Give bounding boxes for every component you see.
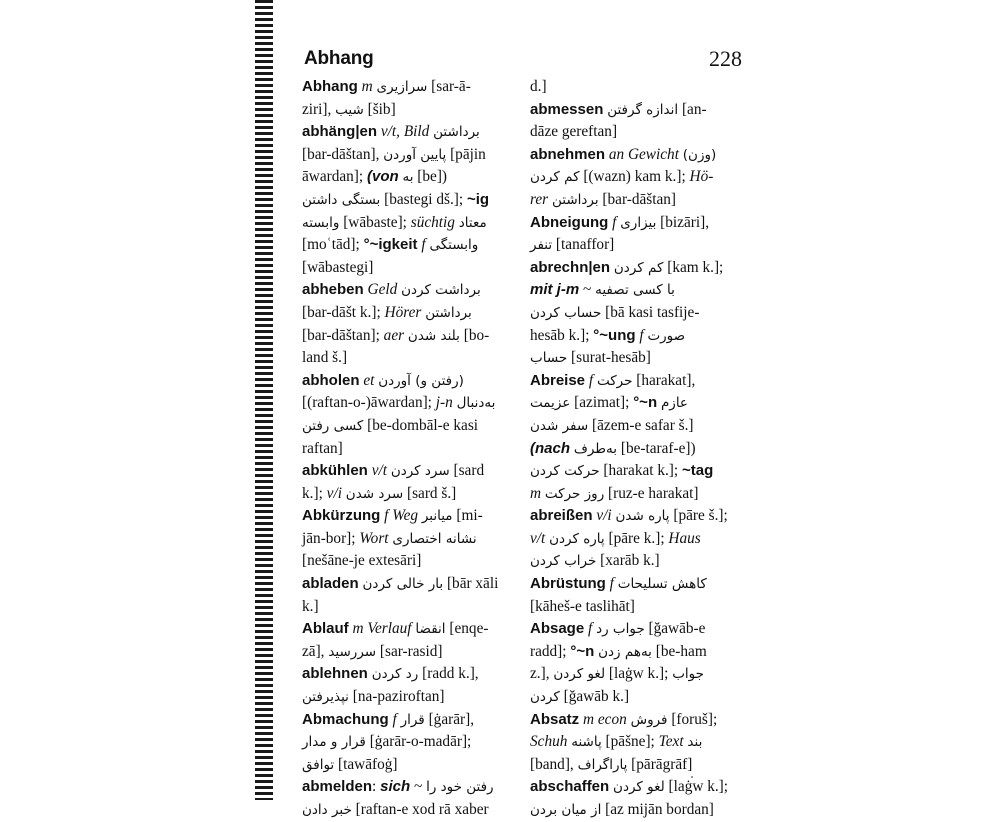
entry-text: v/i: [326, 484, 342, 502]
entry-text: (nach: [530, 439, 571, 457]
persian-text: وابسته: [302, 214, 340, 231]
entry-line: [530, 370, 746, 393]
entry-text: [surat-hesāb]: [567, 349, 651, 367]
entry-line: [530, 731, 746, 754]
headword: Absatz: [530, 710, 580, 728]
entry-text: Hö-: [689, 168, 714, 186]
entry-text: m econ: [583, 710, 627, 728]
headword: abholen: [302, 371, 360, 389]
persian-text: شیب: [335, 101, 364, 118]
persian-text: عزیمت: [530, 395, 571, 412]
persian-text: به‌هم زدن: [598, 643, 652, 660]
persian-text: بند: [687, 734, 703, 751]
entry-line: [302, 279, 518, 302]
entry-text: [(raftan-o-)āwardan];: [302, 394, 436, 412]
persian-text: از میان بردن: [530, 802, 602, 818]
persian-text: بار خالی کردن: [362, 576, 444, 593]
entry-text: [enqe-: [445, 620, 489, 638]
headword: Absage: [530, 620, 585, 638]
entry-text: f: [392, 710, 397, 728]
entry-text: [tanaffor]: [552, 236, 615, 254]
entry-text: Text: [658, 733, 684, 751]
entry-line: [530, 709, 746, 732]
entry-text: [pāšne];: [601, 733, 659, 751]
entry-text: m: [530, 484, 542, 502]
entry-line: [302, 415, 518, 438]
entry-text: aer: [383, 326, 405, 344]
entry-line: [302, 618, 518, 641]
persian-text: سرد کردن: [390, 463, 450, 480]
persian-text: خبر دادن: [302, 802, 352, 818]
entry-line: [530, 528, 746, 551]
persian-text: پاره شدن: [615, 508, 670, 525]
entry-text: Hörer: [384, 303, 422, 321]
entry-text: radd];: [530, 642, 571, 660]
entry-text: Haus: [668, 529, 701, 547]
persian-text: روز حرکت: [544, 485, 605, 502]
entry-line: [530, 302, 746, 325]
entry-text: f: [588, 620, 593, 638]
entry-text: rer: [530, 190, 549, 208]
entry-text: °~ung: [593, 326, 636, 344]
entry-text: [(wazn) kam k.];: [579, 168, 690, 186]
persian-text: بیزاری: [620, 214, 657, 231]
entry-text: ~tag: [681, 462, 714, 480]
entry-text: et: [363, 371, 375, 389]
persian-text: رفتن خود را: [426, 779, 494, 796]
entry-line: [530, 99, 746, 122]
headword: abreißen: [530, 507, 593, 525]
entry-text: z.],: [530, 665, 554, 683]
entry-text: land š.]: [302, 349, 348, 367]
entry-line: [302, 709, 518, 732]
entry-line: [302, 392, 518, 415]
entry-line: [302, 189, 518, 212]
entry-line: [302, 76, 518, 99]
persian-text: سفر شدن: [530, 417, 589, 434]
headword: abkühlen: [302, 462, 368, 480]
entry-text: [kam k.];: [663, 258, 724, 276]
persian-text: صورت: [647, 327, 686, 344]
entry-text: [ruz-e harakat]: [604, 484, 699, 502]
entry-line: [530, 686, 746, 709]
entry-line: [302, 121, 518, 144]
entry-text: [ġarār-o-madār];: [365, 733, 472, 751]
entry-line: [530, 166, 746, 189]
entry-text: f: [609, 575, 614, 593]
persian-text: انقضا: [415, 621, 446, 638]
persian-text: حساب: [530, 350, 568, 367]
entry-text: [pārāgrāf]: [627, 755, 693, 773]
entry-text: [wābaste];: [339, 213, 411, 231]
headword: abschaffen: [530, 778, 610, 796]
headword: Abrüstung: [530, 575, 606, 593]
entry-text: [ğawāb k.]: [559, 688, 630, 706]
entry-line: [302, 573, 518, 596]
running-head: Abhang: [304, 48, 374, 69]
persian-text: سرد شدن: [345, 485, 404, 502]
persian-text: برداشتن: [433, 124, 480, 141]
entry-text: f Weg: [384, 507, 419, 525]
entry-line: [302, 550, 518, 573]
persian-text: وابستگی: [429, 237, 479, 254]
entry-line: [530, 550, 746, 573]
entry-line: [302, 370, 518, 393]
headword: Abhang: [302, 78, 358, 95]
persian-text: پاشنه: [571, 734, 602, 751]
headword: ablehnen: [302, 665, 368, 683]
entry-text: mit j-m: [530, 281, 580, 299]
persian-text: بستگی داشتن: [302, 191, 381, 208]
entry-text: [sar-rasid]: [376, 642, 443, 660]
persian-text: بلند شدن: [407, 327, 460, 344]
headword: abheben: [302, 281, 364, 299]
entry-text: [sar-ā-: [427, 78, 471, 95]
right-column: [530, 76, 746, 822]
entry-text: [harakat],: [632, 371, 696, 389]
entry-text: [bastegi dš.];: [380, 190, 467, 208]
headword: abmessen: [530, 100, 604, 118]
headword: Abkürzung: [302, 507, 381, 525]
entry-line: [530, 392, 746, 415]
entry-line: [530, 325, 746, 348]
headword: abladen: [302, 575, 359, 593]
persian-text: حرکت: [596, 372, 633, 389]
entry-text: [xarāb k.]: [596, 552, 660, 570]
entry-line: [302, 528, 518, 551]
persian-text: برداشت کردن: [401, 282, 481, 299]
entry-text: an Gewicht: [608, 145, 679, 163]
entry-text: [be]): [413, 168, 448, 186]
entry-text: dāze gereftan]: [530, 123, 618, 141]
entry-line: [302, 257, 518, 280]
persian-text: کاهش تسلیحات: [617, 576, 707, 593]
persian-text: جواب: [672, 666, 704, 683]
persian-text: کم کردن: [530, 169, 580, 186]
headword: abnehmen: [530, 145, 606, 163]
entry-text: [bar-dāštan],: [302, 145, 384, 163]
entry-line: [302, 505, 518, 528]
headword: Abmachung: [302, 710, 389, 728]
persian-text: رد کردن: [371, 666, 419, 683]
entry-text: ~: [579, 281, 596, 299]
entry-line: [530, 189, 746, 212]
entry-line: [530, 573, 746, 596]
persian-text: معتاد: [458, 214, 487, 231]
entry-text: :: [372, 778, 381, 796]
persian-text: پاراگراف: [577, 756, 628, 773]
persian-text: نشانه اختصاری: [392, 530, 477, 547]
entry-line: [530, 76, 746, 99]
entry-line: [302, 641, 518, 664]
entry-line: [302, 460, 518, 483]
entry-text: [ğawāb-e: [644, 620, 706, 638]
entry-text: Wort: [359, 529, 389, 547]
entry-text: [az mijān bordan]: [601, 801, 714, 818]
entry-text: [harakat k.];: [599, 462, 682, 480]
entry-text: (von: [366, 168, 399, 186]
entry-line: [302, 438, 518, 461]
persian-text: پایین آوردن: [383, 146, 447, 163]
persian-text: به: [402, 169, 414, 186]
entry-text: [be-ham: [651, 642, 707, 660]
headword: Ablauf: [302, 620, 349, 638]
entry-text: v/t,: [380, 123, 400, 141]
entry-text: jān-bor];: [302, 529, 360, 547]
entry-line: [530, 596, 746, 619]
persian-text: قرار: [400, 711, 425, 728]
entry-text: d.]: [530, 78, 547, 95]
headword: abhäng|en: [302, 123, 378, 141]
persian-text: عازم: [660, 395, 688, 412]
entry-line: [302, 166, 518, 189]
entry-text: [šib]: [363, 100, 396, 118]
persian-text: حرکت کردن: [530, 463, 600, 480]
entry-text: [mi-: [452, 507, 483, 525]
entry-text: [be-dombāl-e kasi: [363, 416, 479, 434]
persian-text: سرازیری: [376, 79, 428, 95]
entry-line: [302, 347, 518, 370]
persian-text: برداشتن: [425, 304, 472, 321]
persian-text: لغو کردن: [613, 779, 665, 796]
persian-text: خراب کردن: [530, 553, 597, 570]
entry-line: [530, 618, 746, 641]
entry-line: [302, 144, 518, 167]
persian-text: اندازه گرفتن: [607, 101, 679, 118]
persian-text: با کسی تصفیه: [595, 282, 675, 299]
persian-text: به‌طرف: [573, 440, 618, 457]
entry-text: f: [639, 326, 644, 344]
entry-text: j-n: [435, 394, 453, 412]
entry-line: [530, 234, 746, 257]
entry-text: [na-paziroftan]: [348, 688, 445, 706]
entry-line: [302, 731, 518, 754]
entry-line: [530, 415, 746, 438]
persian-text: (رفتن و) آوردن: [378, 372, 464, 389]
entry-line: [530, 279, 746, 302]
entry-text: ziri],: [302, 100, 336, 118]
entry-text: m: [361, 78, 373, 95]
entry-text: [kāheš-e taslihāt]: [530, 597, 635, 615]
entry-text: [pāre k.];: [604, 529, 669, 547]
entry-line: [302, 99, 518, 122]
entry-line: [530, 257, 746, 280]
persian-text: برداشتن: [551, 191, 599, 208]
persian-text: کسی رفتن: [302, 417, 364, 434]
persian-text: تنفر: [530, 237, 553, 254]
entry-text: Geld: [367, 281, 398, 299]
entry-text: [sard: [449, 462, 485, 480]
print-speck: [691, 776, 693, 778]
entry-text: v/t: [530, 529, 546, 547]
entry-text: zā],: [302, 642, 329, 660]
persian-text: به‌دنبال: [456, 395, 496, 412]
entry-line: [302, 776, 518, 799]
entry-text: [laġw k.];: [605, 665, 673, 683]
persian-text: قرار و مدار: [302, 734, 366, 751]
entry-line: [302, 234, 518, 257]
entry-text: v/t: [371, 462, 387, 480]
entry-text: Schuh: [530, 733, 568, 751]
entry-text: f: [588, 371, 594, 389]
entry-text: [be-taraf-e]): [617, 439, 696, 457]
page-number: 228: [709, 46, 742, 71]
persian-text: حساب کردن: [530, 304, 602, 321]
entry-line: [530, 460, 746, 483]
entry-line: [530, 121, 746, 144]
entry-line: [302, 754, 518, 777]
dictionary-page: [298, 0, 748, 818]
persian-text: جواب رد: [596, 621, 645, 638]
entry-text: [bar-dāšt k.];: [302, 303, 385, 321]
entry-text: [foruš];: [667, 710, 718, 728]
entry-line: [530, 754, 746, 777]
entry-line: [530, 663, 746, 686]
entry-text: raftan]: [302, 439, 343, 457]
entry-text: hesāb k.];: [530, 326, 594, 344]
persian-text: کم کردن: [613, 259, 664, 276]
entry-text: ~ig: [466, 190, 490, 208]
entry-text: [āzem-e safar š.]: [588, 416, 694, 434]
entry-text: [bār xāli: [443, 575, 499, 593]
entry-text: [an-: [678, 100, 707, 118]
persian-text: توافق: [302, 756, 335, 773]
entry-line: [302, 302, 518, 325]
left-column: [302, 76, 518, 822]
entry-text: °~n: [570, 642, 595, 660]
entry-line: [530, 483, 746, 506]
entry-line: [530, 505, 746, 528]
entry-text: ~: [410, 778, 427, 796]
entry-line: [302, 596, 518, 619]
headword: abrechn|en: [530, 258, 611, 276]
persian-text: کردن: [530, 689, 560, 706]
entry-text: k.]: [302, 597, 319, 615]
persian-text: لغو کردن: [553, 666, 606, 683]
entry-text: [pāre š.];: [669, 507, 728, 525]
headword: Abneigung: [530, 213, 609, 231]
entry-line: [530, 438, 746, 461]
entry-text: k.];: [302, 484, 327, 502]
entry-line: [302, 483, 518, 506]
entry-text: [band],: [530, 755, 578, 773]
entry-line: [302, 799, 518, 822]
entry-line: [530, 641, 746, 664]
entry-text: āwardan];: [302, 168, 367, 186]
entry-text: [ġarār],: [424, 710, 475, 728]
entry-text: [bo-: [459, 326, 490, 344]
entry-text: f: [612, 213, 617, 231]
entry-text: [wābastegi]: [302, 258, 374, 276]
entry-text: [pājin: [446, 145, 486, 163]
entry-line: [302, 325, 518, 348]
page-edge-stripes: [255, 0, 273, 800]
entry-line: [302, 663, 518, 686]
headword: abmelden: [302, 778, 373, 796]
persian-text: پاره کردن: [549, 530, 605, 547]
entry-text: v/i: [596, 507, 612, 525]
entry-text: m Verlauf: [352, 620, 412, 638]
entry-text: [bar-dāštan]: [598, 190, 677, 208]
entry-line: [530, 799, 746, 822]
entry-text: [bar-dāštan];: [302, 326, 384, 344]
entry-text: [laġw k.];: [664, 778, 729, 796]
entry-line: [530, 776, 746, 799]
persian-text: (وزن): [682, 146, 717, 163]
entry-text: [moʿtād];: [302, 236, 364, 254]
persian-text: فروش: [630, 711, 668, 728]
entry-text: [bā kasi tasfije-: [601, 303, 700, 321]
persian-text: سررسید: [328, 643, 377, 660]
persian-text: نپذیرفتن: [302, 689, 349, 706]
entry-line: [530, 212, 746, 235]
entry-line: [530, 347, 746, 370]
entry-text: °~n: [633, 394, 658, 412]
entry-text: Bild: [403, 123, 430, 141]
entry-text: f: [421, 236, 426, 254]
entry-text: [tawāfoġ]: [334, 755, 398, 773]
entry-text: süchtig: [410, 213, 455, 231]
entry-text: [radd k.],: [418, 665, 479, 683]
entry-text: [azimat];: [570, 394, 634, 412]
entry-line: [302, 212, 518, 235]
entry-text: °~igkeit: [363, 236, 418, 254]
entry-text: [nešāne-je extesāri]: [302, 552, 422, 570]
entry-line: [302, 686, 518, 709]
entry-line: [530, 144, 746, 167]
entry-text: [bizāri],: [656, 213, 710, 231]
entry-text: [sard š.]: [403, 484, 457, 502]
persian-text: میانبر: [421, 508, 453, 525]
headword: Abreise: [530, 371, 586, 389]
entry-text: [raftan-e xod rā xaber: [351, 801, 489, 818]
entry-text: sich: [380, 778, 411, 796]
